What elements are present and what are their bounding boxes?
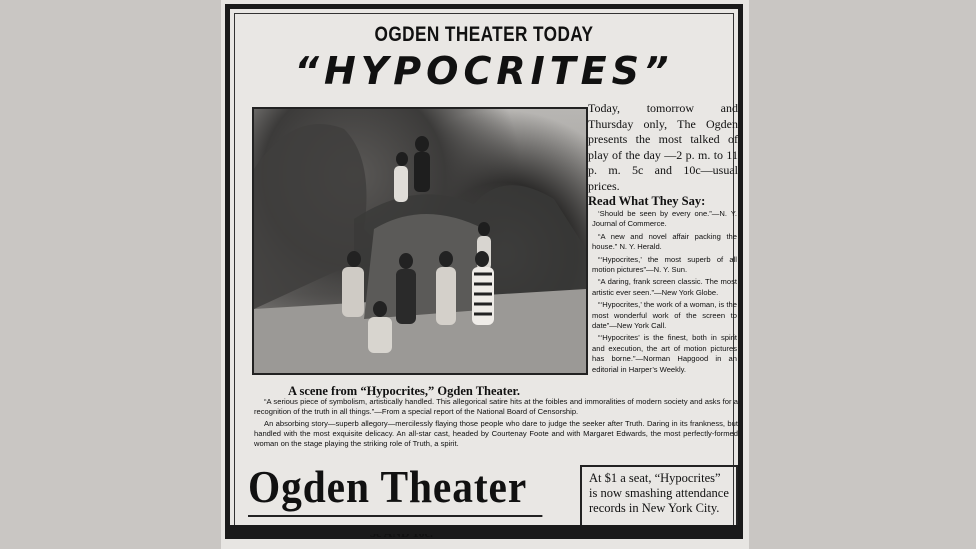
newspaper-clipping: [221, 0, 749, 549]
quote: “A daring, frank screen classic. The most artistic ever seen.”—New York Globe.: [592, 277, 737, 297]
quote: “‘Hypocrites,’ the most superb of all motion pictures”—N. Y. Sun.: [592, 254, 737, 275]
body-text: [254, 397, 738, 451]
quote: “‘Hypocrites,’ the work of a woman, is the most wonderful work of the screen to date”—New York Call.: [592, 300, 737, 331]
quote: “‘Hypocrites’ is the finest, both in spirit and execution, the art of motion pictures has borne.”—Norman Hapgood in an editorial in Harper’s Weekly.: [592, 333, 737, 374]
quote: “A new and novel affair packing the house.” N. Y. Herald.: [592, 231, 737, 252]
body-paragraph: An absorbing story—superb allegory—mercilessly flaying those people who dare to judge the seeker after Truth. Daring in its frankness, but handled with the most exquisite delicacy. An all-star cast, headed by Courtenay Foote and with Margaret Edwards, the most perfectly-formed woman on the stage playing the striking role of Truth, a spirit.: [254, 419, 738, 448]
side-intro: Today, tomorrow and Thursday only, The Ogden presents the most talked of play of the day —2 p. m. to 11 p. m. 5c and 10c—usual prices.: [588, 101, 738, 193]
quotes-column: [592, 209, 737, 377]
side-column: [588, 101, 738, 210]
headline-title: “HYPOCRITES”: [294, 49, 674, 93]
side-heading: Read What They Say:: [588, 194, 706, 208]
scene-photo: [252, 107, 588, 375]
body-paragraph: “A serious piece of symbolism, artistically handled. This allegorical satire hits at the foibles and immoralities of modern society and asks for a recognition of the truth in all things.”—From a special report of the National Board of Censorship.: [254, 397, 738, 416]
ad-border: [225, 4, 743, 539]
photo-caption: A scene from “Hypocrites,” Ogden Theater.: [288, 384, 521, 398]
headline-top: OGDEN THEATER TODAY: [374, 23, 594, 46]
theater-name: Ogden Theater: [248, 461, 542, 517]
bottom-rule: [230, 525, 738, 534]
scene-illustration: [254, 109, 586, 373]
quote: ‘Should be seen by every one.”—N. Y. Journal of Commerce.: [592, 209, 737, 229]
boxed-notice: At $1 a seat, “Hypocrites” is now smashing attendance records in New York City.: [580, 465, 738, 533]
